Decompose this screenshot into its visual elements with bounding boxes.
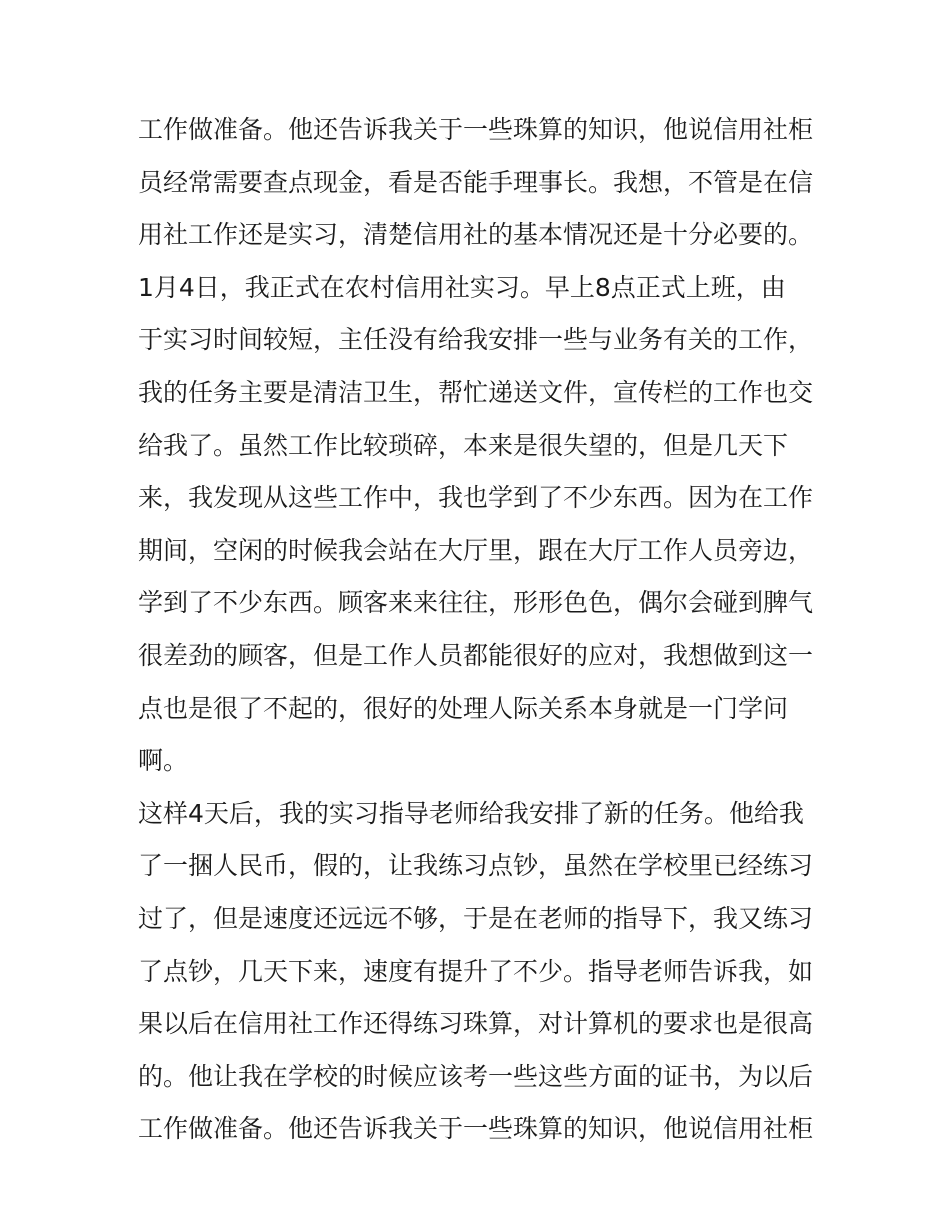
text-line: 工作做准备。他还告诉我关于一些珠算的知识，他说信用社柜 bbox=[138, 115, 814, 144]
text-line: 1月4日，我正式在农村信用社实习。早上8点正式上班，由 bbox=[138, 272, 786, 302]
text-line: 期间，空闲的时候我会站在大厅里，跟在大厅工作人员旁边， bbox=[138, 535, 814, 565]
text-line: 了一捆人民币，假的，让我练习点钞，虽然在学校里已经练习 bbox=[138, 851, 814, 881]
text-line: 啊。 bbox=[138, 746, 189, 776]
text-line: 来，我发现从这些工作中，我也学到了不少东西。因为在工作 bbox=[138, 483, 814, 513]
text-line: 很差劲的顾客，但是工作人员都能很好的应对，我想做到这一 bbox=[138, 640, 814, 670]
text-line: 这样4天后，我的实习指导老师给我安排了新的任务。他给我 bbox=[138, 798, 804, 828]
text-line: 点也是很了不起的，很好的处理人际关系本身就是一门学问 bbox=[138, 693, 789, 723]
text-line: 工作做准备。他还告诉我关于一些珠算的知识，他说信用社柜 bbox=[138, 1114, 814, 1144]
text-line: 过了，但是速度还远远不够，于是在老师的指导下，我又练习 bbox=[138, 903, 814, 933]
body-text bbox=[138, 104, 818, 1156]
text-line: 学到了不少东西。顾客来来往往，形形色色，偶尔会碰到脾气 bbox=[138, 588, 814, 618]
text-line: 的。他让我在学校的时候应该考一些这些方面的证书，为以后 bbox=[138, 1061, 814, 1091]
text-line: 给我了。虽然工作比较琐碎，本来是很失望的，但是几天下 bbox=[138, 430, 789, 460]
text-line: 于实习时间较短，主任没有给我安排一些与业务有关的工作， bbox=[138, 325, 814, 355]
text-line: 了点钞，几天下来，速度有提升了不少。指导老师告诉我，如 bbox=[138, 956, 814, 986]
text-line: 用社工作还是实习，清楚信用社的基本情况还是十分必要的。 bbox=[138, 220, 814, 250]
text-line: 员经常需要查点现金，看是否能手理事长。我想，不管是在信 bbox=[138, 167, 814, 197]
text-line: 我的任务主要是清洁卫生，帮忙递送文件，宣传栏的工作也交 bbox=[138, 377, 814, 407]
text-line: 果以后在信用社工作还得练习珠算，对计算机的要求也是很高 bbox=[138, 1009, 814, 1039]
